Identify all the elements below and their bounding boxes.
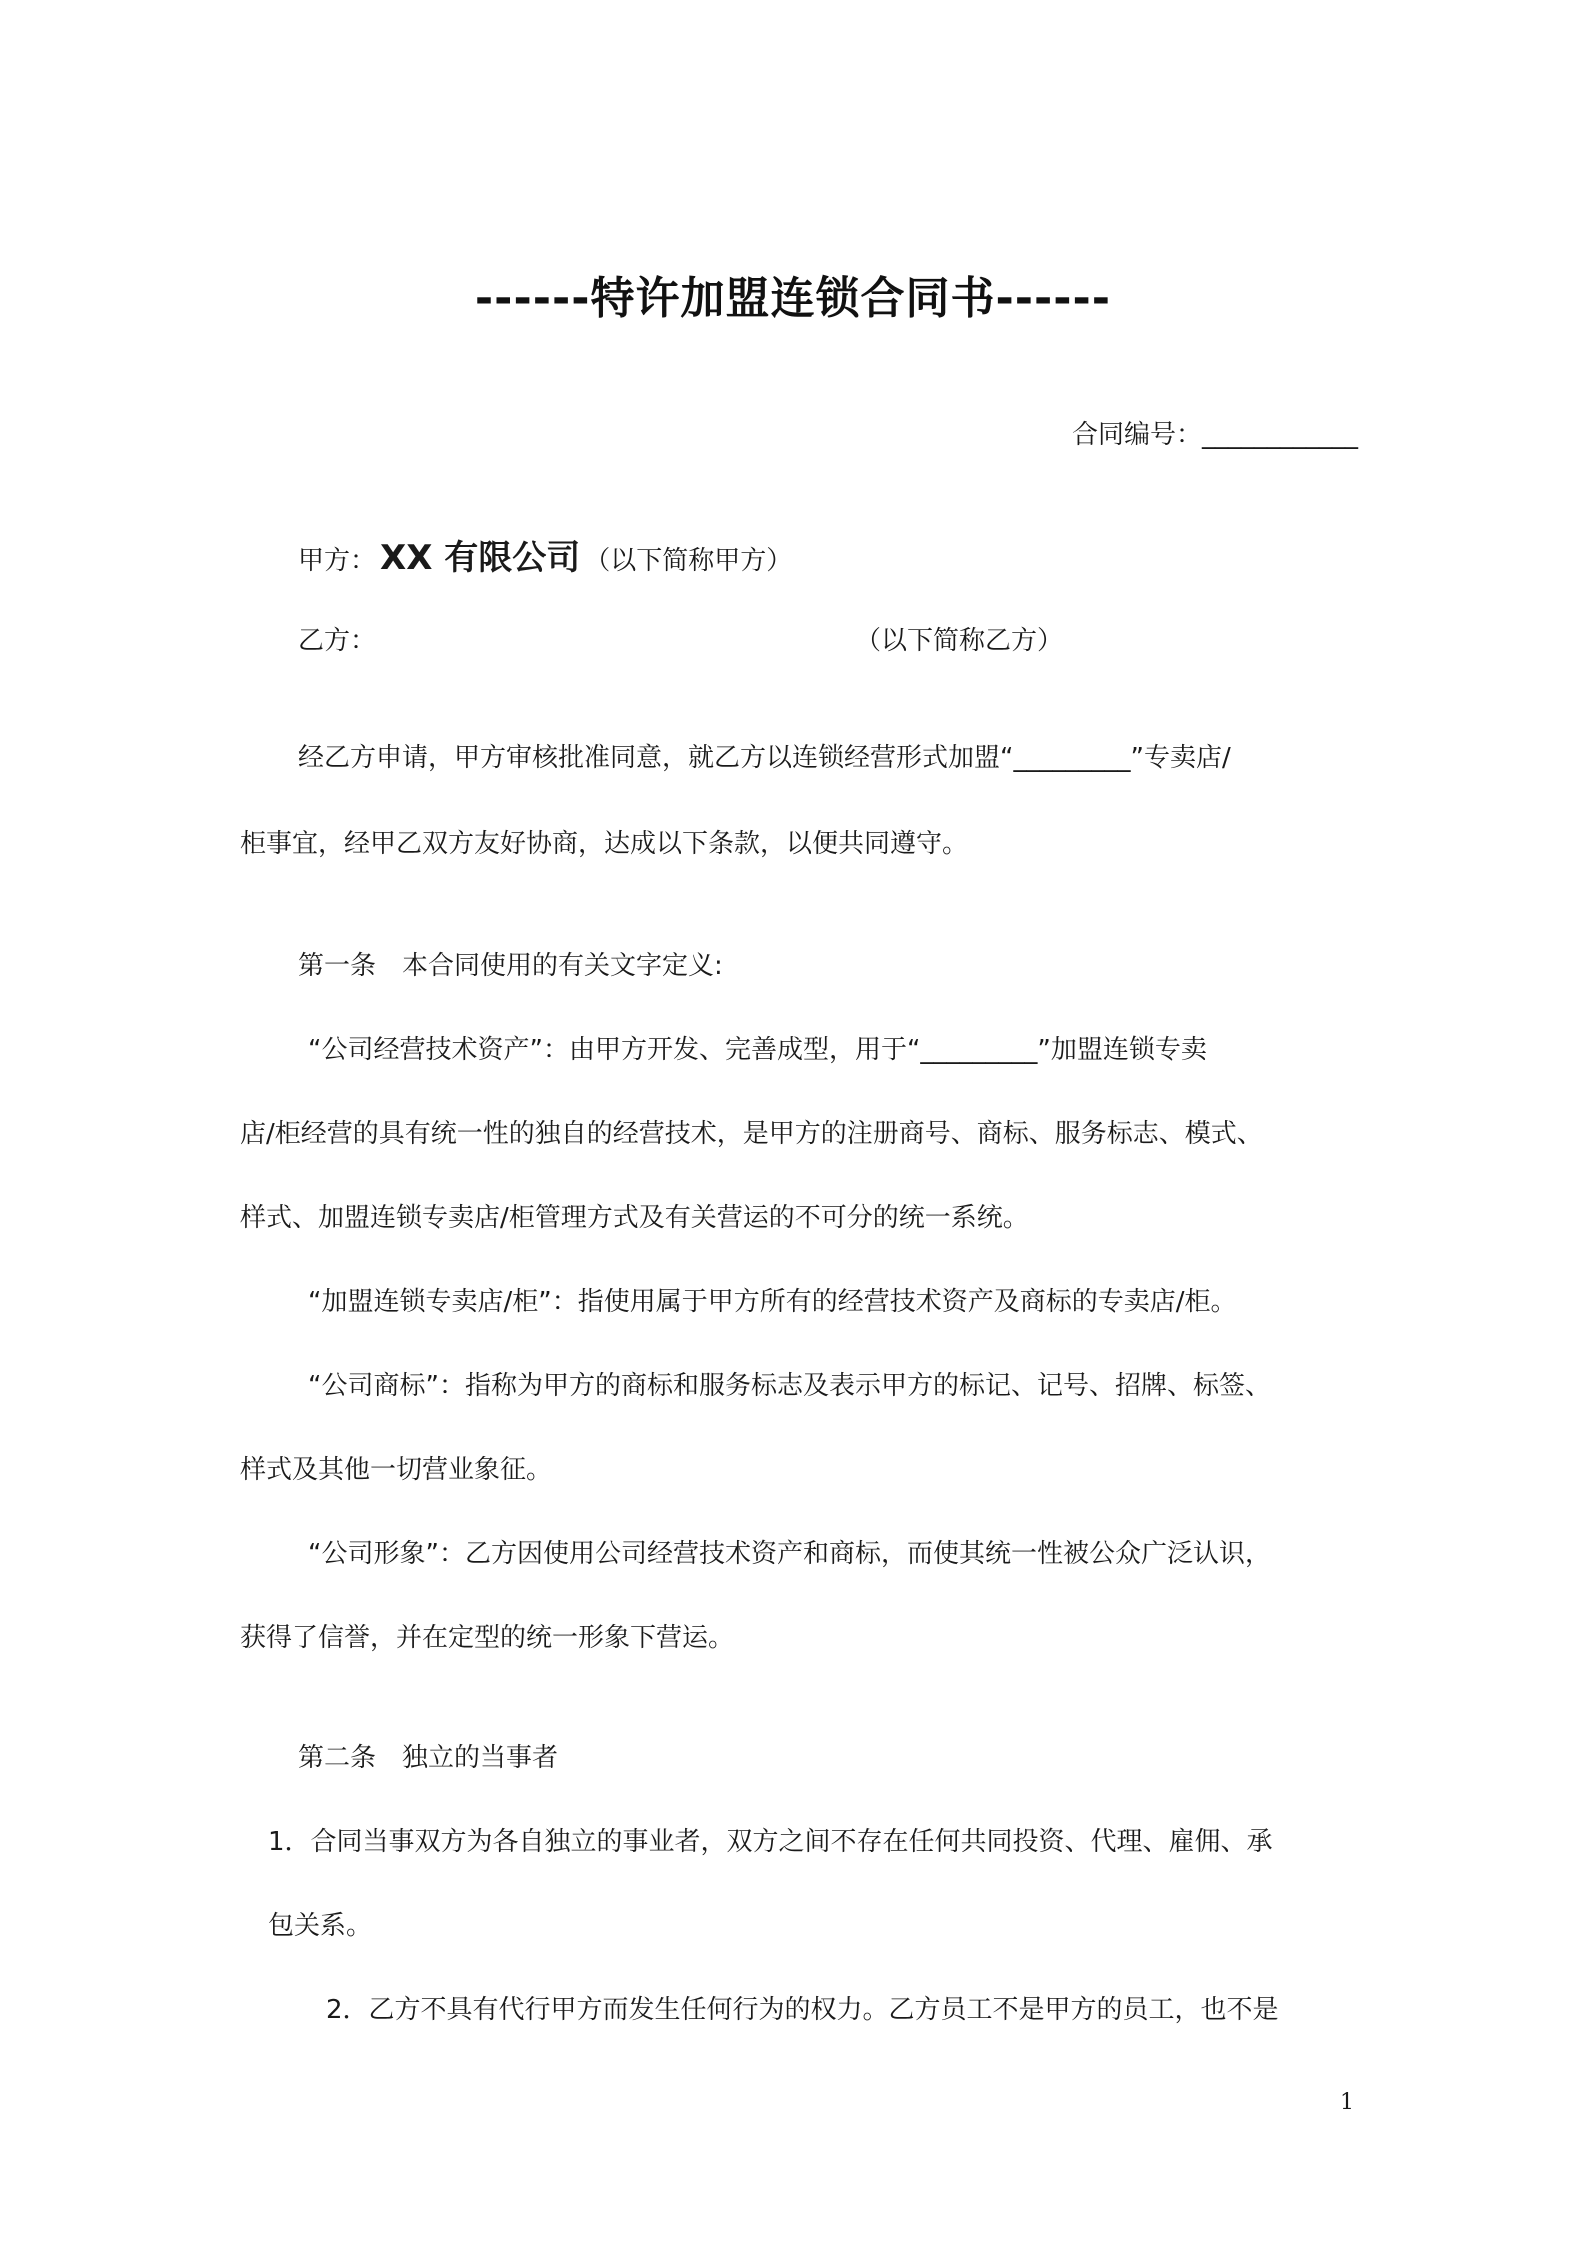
body-line: 经乙方申请，甲方审核批准同意，就乙方以连锁经营形式加盟“_________”专卖店/ [298, 743, 1231, 773]
body-line: 店/柜经营的具有统一性的独自的经营技术，是甲方的注册商号、商标、服务标志、模式、 [240, 1119, 1263, 1149]
section-heading: 第一条 本合同使用的有关文字定义: [298, 951, 723, 981]
body-line: 样式、加盟连锁专卖店/柜管理方式及有关营运的不可分的统一系统。 [240, 1203, 1029, 1233]
section-heading: 第二条 独立的当事者 [298, 1743, 559, 1773]
party-b-label: 乙方： [298, 626, 377, 656]
party-b-suffix: （以下简称乙方） [855, 626, 1064, 656]
body-line: 获得了信誉，并在定型的统一形象下营运。 [240, 1623, 735, 1653]
body-line: “加盟连锁专卖店/柜”：指使用属于甲方所有的经营技术资产及商标的专卖店/柜。 [308, 1287, 1237, 1317]
body-line: 柜事宜，经甲乙双方友好协商，达成以下条款，以便共同遵守。 [240, 829, 969, 859]
body-line: “公司经营技术资产”：由甲方开发、完善成型，用于“_________”加盟连锁专卖 [308, 1035, 1207, 1065]
party-b [298, 620, 376, 657]
body-line: 2．乙方不具有代行甲方而发生任何行为的权力。乙方员工不是甲方的员工，也不是 [326, 1995, 1279, 2025]
party-a-company: XX 有限公司 [380, 538, 581, 578]
body-line: “公司商标”：指称为甲方的商标和服务标志及表示甲方的标记、记号、招牌、标签、 [308, 1371, 1271, 1401]
party-a-label: 甲方： [298, 546, 377, 576]
party-a-suffix: （以下简称甲方） [584, 546, 793, 576]
document-title: ------特许加盟连锁合同书------ [474, 273, 1112, 324]
page-number: 1 [1340, 2090, 1354, 2115]
contract-number: 合同编号：____________ [1071, 420, 1358, 450]
body-line: “公司形象”：乙方因使用公司经营技术资产和商标，而使其统一性被公众广泛认识， [308, 1539, 1271, 1569]
body-line: 1．合同当事双方为各自独立的事业者，双方之间不存在任何共同投资、代理、雇佣、承 [268, 1827, 1273, 1857]
body-line: 样式及其他一切营业象征。 [240, 1455, 553, 1485]
party-a [298, 530, 792, 579]
body-line: 包关系。 [268, 1911, 373, 1941]
